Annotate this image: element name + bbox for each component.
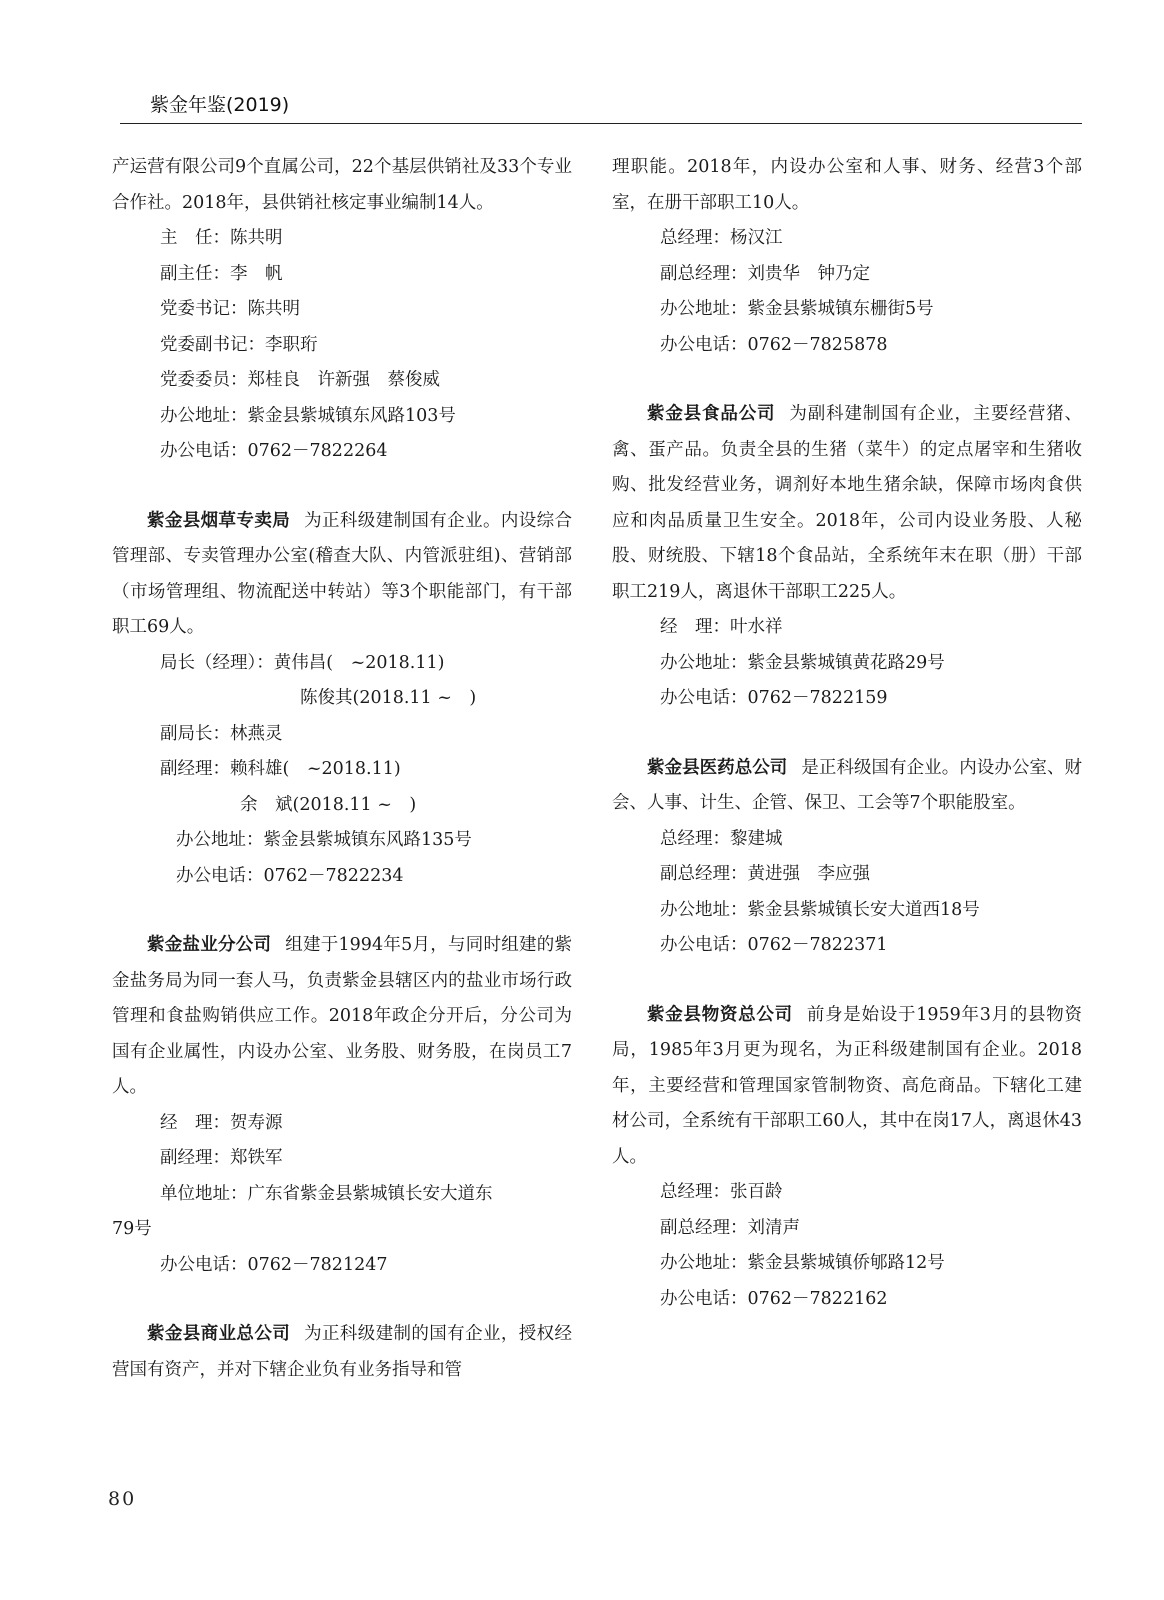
page-number: 80: [108, 1488, 137, 1510]
right-column: [612, 150, 1082, 1317]
salt-phone: 办公电话：0762－7821247: [160, 1254, 388, 1275]
food-entry: [612, 397, 1082, 610]
tobacco-heading: 紫金县烟草专卖局: [147, 510, 291, 531]
salt-address: 单位地址：广东省紫金县紫城镇长安大道东: [160, 1183, 493, 1204]
supply-deputy-director: 副主任：李 帆: [160, 263, 283, 284]
medicine-deputy-gm: 副总经理：黄进强 李应强: [660, 864, 870, 884]
tobacco-address: 办公地址：紫金县紫城镇东风路135号: [176, 830, 472, 850]
commerce-deputy-gm: 副总经理：刘贵华 钟乃定: [660, 263, 870, 284]
supply-deputy-secretary: 党委副书记：李职珩: [160, 334, 318, 355]
tobacco-description: 为正科级建制国有企业。内设综合管理部、专卖管理办公室(稽查大队、内管派驻组)、营销部（市场管理组、物流配送中转站）等3个职能部门，有干部职工69人。: [112, 510, 573, 637]
supply-committee-members: 党委委员：郑桂良 许新强 蔡俊威: [160, 370, 440, 390]
commerce-heading: 紫金县商业总公司: [147, 1324, 291, 1344]
commerce-phone: 办公电话：0762－7825878: [660, 334, 888, 355]
medicine-heading: 紫金县医药总公司: [647, 757, 788, 778]
medicine-entry: [612, 751, 1082, 822]
materials-heading: 紫金县物资总公司: [647, 1004, 793, 1025]
food-phone: 办公电话：0762－7822159: [660, 688, 888, 708]
salt-heading: 紫金盐业分公司: [147, 935, 272, 955]
commerce-description-cont: 理职能。2018年，内设办公室和人事、财务、经营3个部室，在册干部职工10人。: [612, 157, 1082, 213]
tobacco-director: 局长（经理）：黄伟昌( ~2018.11): [160, 652, 445, 673]
food-heading: 紫金县食品公司: [647, 404, 776, 424]
supply-party-secretary: 党委书记：陈共明: [160, 299, 300, 319]
continued-paragraph: 产运营有限公司9个直属公司，22个基层供销社及33个专业合作社。2018年，县供销社核定事业编制14人。: [112, 157, 572, 213]
tobacco-deputy-manager: 副经理：赖科雄( ~2018.11): [160, 759, 401, 779]
tobacco-entry: [112, 504, 572, 646]
commerce-address: 办公地址：紫金县紫城镇东栅街5号: [660, 299, 934, 319]
medicine-phone: 办公电话：0762－7822371: [660, 935, 888, 955]
materials-address: 办公地址：紫金县紫城镇侨郇路12号: [660, 1253, 945, 1273]
salt-entry: [112, 928, 572, 1106]
materials-deputy-gm: 副总经理：刘清声: [660, 1217, 800, 1238]
materials-general-manager: 总经理：张百龄: [660, 1182, 783, 1202]
materials-entry: [612, 998, 1082, 1176]
salt-manager: 经 理：贺寿源: [160, 1112, 283, 1133]
commerce-description: 为正科级建制的国有企业，授权经营国有资产，并对下辖企业负有业务指导和管: [112, 1324, 573, 1380]
left-column: [112, 150, 572, 1388]
supply-address: 办公地址：紫金县紫城镇东风路103号: [160, 405, 456, 426]
medicine-address: 办公地址：紫金县紫城镇长安大道西18号: [660, 899, 980, 920]
tobacco-director-2: 陈俊其(2018.11 ~ ): [300, 688, 477, 708]
header-rule: [120, 123, 1082, 124]
tobacco-deputy-manager-2: 余 斌(2018.11 ~ ): [240, 794, 417, 815]
medicine-description: 是正科级国有企业。内设办公室、财会、人事、计生、企管、保卫、工会等7个职能股室。: [612, 757, 1083, 813]
tobacco-deputy-director: 副局长：林燕灵: [160, 723, 283, 744]
salt-description: 组建于1994年5月，与同时组建的紫金盐务局为同一套人马，负责紫金县辖区内的盐业市场行政管理和食盐购销供应工作。2018年政企分开后，分公司为国有企业属性，内设办公室、业务股、财务股，在岗员工7人。: [112, 935, 573, 1097]
materials-phone: 办公电话：0762－7822162: [660, 1288, 888, 1309]
commerce-entry: [112, 1317, 572, 1388]
commerce-general-manager: 总经理：杨汉江: [660, 228, 783, 248]
food-address: 办公地址：紫金县紫城镇黄花路29号: [660, 652, 945, 673]
salt-address-cont: 79号: [112, 1219, 152, 1239]
tobacco-phone: 办公电话：0762－7822234: [176, 865, 404, 886]
supply-phone: 办公电话：0762－7822264: [160, 441, 388, 461]
food-description: 为副科建制国有企业，主要经营猪、禽、蛋产品。负责全县的生猪（菜牛）的定点屠宰和生猪收购、批发经营业务，调剂好本地生猪余缺，保障市场肉食供应和肉品质量卫生安全。2018年，公司内设业务股、人秘股、财统股、下辖18个食品站，全系统年末在职（册）干部职工219人，离退休干部职工225人。: [612, 404, 1083, 602]
materials-description: 前身是始设于1959年3月的县物资局，1985年3月更为现名，为正科级建制国有企业。2018年，主要经营和管理国家管制物资、高危商品。下辖化工建材公司，全系统有干部职工60人，其中在岗17人，离退休43人。: [612, 1004, 1083, 1167]
medicine-general-manager: 总经理：黎建城: [660, 828, 783, 849]
food-manager: 经 理：叶水祥: [660, 617, 783, 637]
supply-director: 主 任：陈共明: [160, 228, 283, 248]
salt-deputy-manager: 副经理：郑铁军: [160, 1148, 283, 1168]
running-header-title: 紫金年鉴(2019): [150, 94, 290, 116]
